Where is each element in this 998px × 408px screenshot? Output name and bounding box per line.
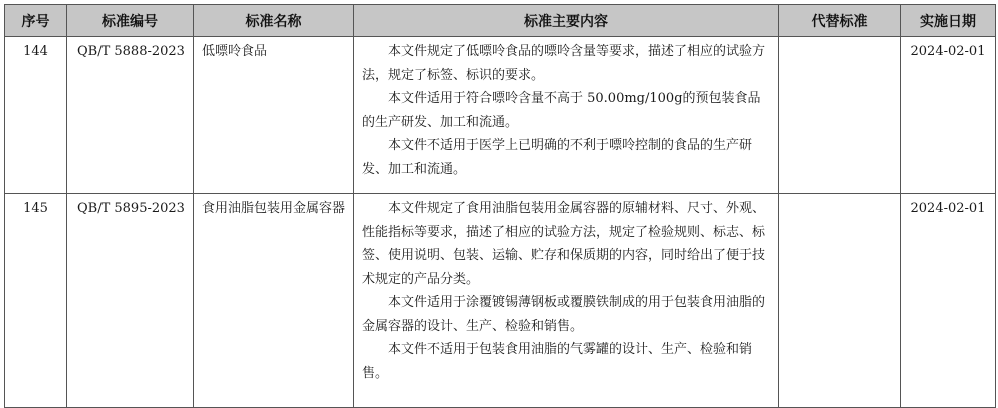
content-paragraph: 本文件不适用于医学上已明确的不利于嘌呤控制的食品的生产研发、加工和流通。: [362, 138, 753, 177]
content-paragraph: 本文件适用于涂覆镀锡薄钢板或覆膜铁制成的用于包装食用油脂的金属容器的设计、生产、检验和销售。: [362, 295, 766, 334]
content-paragraph: 本文件适用于符合嘌呤含量不高于 50.00mg/100g的预包装食品的生产研发、加工和流通。: [362, 91, 761, 130]
header-code: 标准编号: [67, 5, 194, 37]
row-replaces: [779, 37, 901, 194]
row-content: [354, 194, 779, 408]
row-content: [354, 37, 779, 194]
row-seq: 144: [5, 37, 67, 194]
header-replaces: 代替标准: [779, 5, 901, 37]
row-name: 低嘌呤食品: [194, 37, 354, 194]
header-date: 实施日期: [901, 5, 996, 37]
header-content: 标准主要内容: [354, 5, 779, 37]
table-row: [5, 37, 996, 194]
content-paragraph: 本文件不适用于包装食用油脂的气雾罐的设计、生产、检验和销售。: [362, 342, 753, 381]
standards-table: [4, 4, 996, 408]
row-date: 2024-02-01: [901, 37, 996, 194]
content-paragraph: 本文件规定了低嘌呤食品的嘌呤含量等要求，描述了相应的试验方法，规定了标签、标识的要求。: [362, 44, 766, 83]
header-seq: 序号: [5, 5, 67, 37]
row-code: QB/T 5888-2023: [67, 37, 194, 194]
row-replaces: [779, 194, 901, 408]
table-header-row: [5, 5, 996, 37]
row-name: 食用油脂包装用金属容器: [194, 194, 354, 408]
content-paragraph: 本文件规定了食用油脂包装用金属容器的原辅材料、尺寸、外观、性能指标等要求，描述了相应的试验方法，规定了检验规则、标志、标签、使用说明、包装、运输、贮存和保质期的内容，同时给出了便于技术规定的产品分类。: [362, 201, 766, 287]
row-code: QB/T 5895-2023: [67, 194, 194, 408]
row-seq: 145: [5, 194, 67, 408]
table-row: [5, 194, 996, 408]
header-name: 标准名称: [194, 5, 354, 37]
row-date: 2024-02-01: [901, 194, 996, 408]
